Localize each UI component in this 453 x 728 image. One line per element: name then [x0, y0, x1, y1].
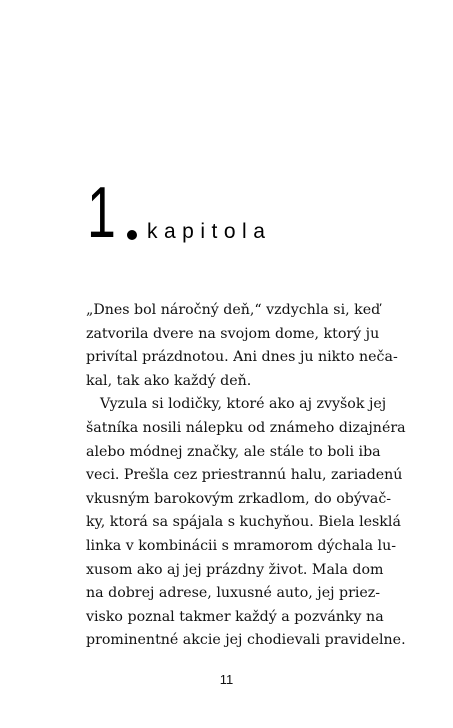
text-line: ky, ktorá sa spájala s kuchyňou. Biela lesklá [86, 514, 401, 531]
text-line: visko poznal takmer každý a pozvánky na [86, 608, 384, 625]
text-line: linka v kombinácii s mramorom dýchala lu- [86, 537, 397, 554]
text-line: xusom ako aj jej prázdny život. Mala dom [86, 561, 384, 578]
text-line: na dobrej adrese, luxusné auto, jej priez- [86, 585, 381, 602]
paragraph [86, 299, 398, 393]
chapter-number: 1 [87, 173, 115, 253]
chapter-dot [127, 230, 137, 240]
text-line: šatníka nosili nálepku od známeho dizajnéra [86, 419, 406, 436]
chapter-title: kapitola [147, 220, 272, 243]
text-line: privítal prázdnotou. Ani dnes ju nikto neča- [86, 349, 398, 366]
text-line: zatvorila dvere na svojom dome, ktorý ju [86, 325, 380, 342]
text-line: prominentné akcie jej chodievali pravidelne. [86, 632, 406, 649]
paragraph [86, 393, 406, 653]
text-line: „Dnes bol náročný deň,“ vzdychla si, keď [86, 302, 381, 318]
text-line: alebo módnej značky, ale stále to boli iba [86, 443, 381, 460]
body-text [86, 299, 406, 653]
text-line: kal, tak ako každý deň. [86, 372, 252, 389]
page-number: 11 [219, 672, 234, 687]
text-line: Vyzula si lodičky, ktoré ako aj zvyšok jej [100, 396, 387, 413]
text-line: veci. Prešla cez priestrannú halu, zariadenú [86, 467, 403, 484]
text-line: vkusným barokovým zrkadlom, do obývač- [86, 490, 392, 507]
chapter-heading [87, 173, 272, 253]
